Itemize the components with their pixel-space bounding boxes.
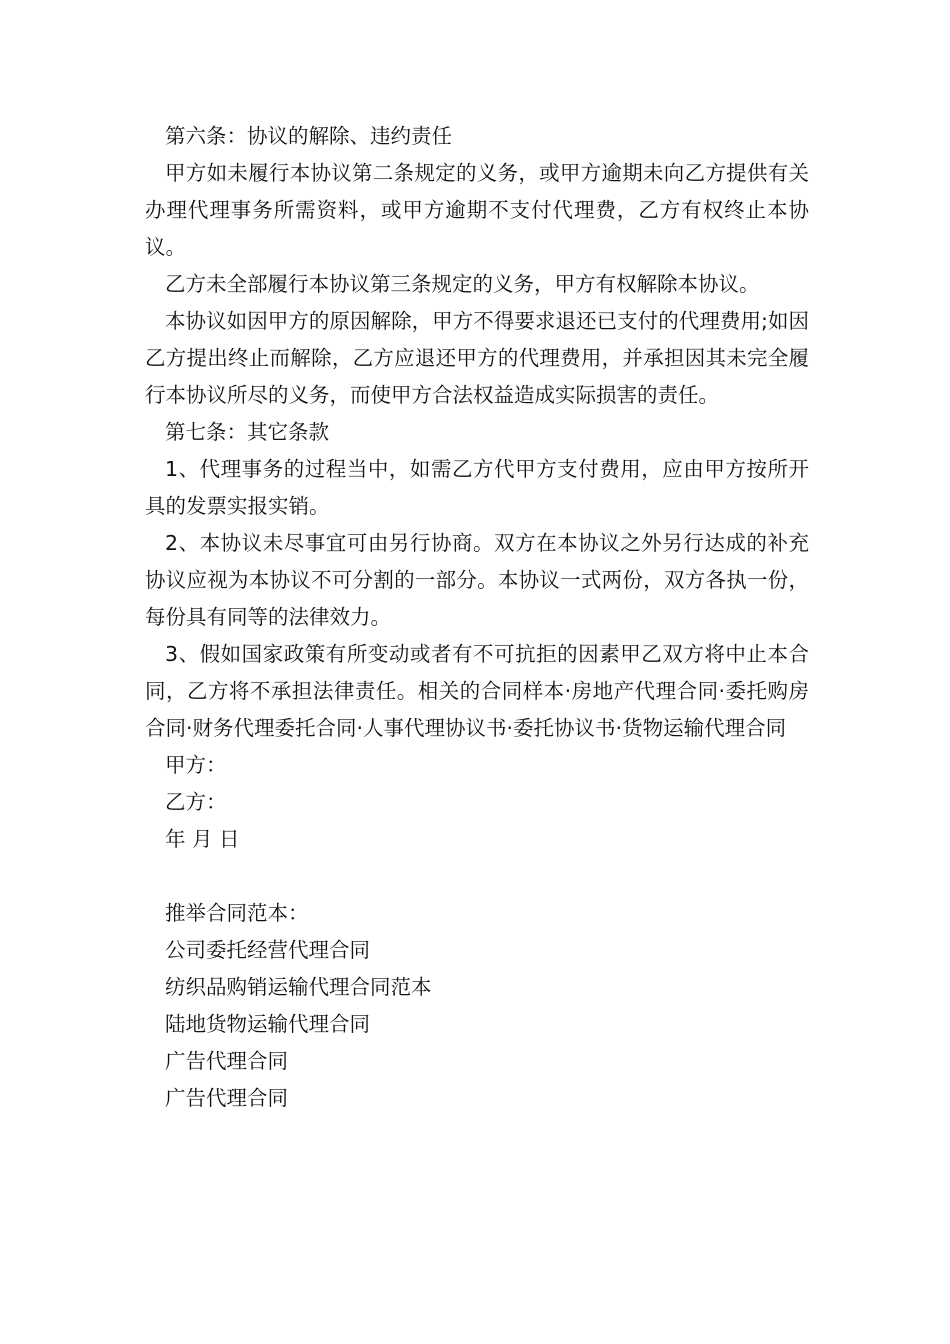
section-heading-article-6: 第六条：协议的解除、违约责任	[165, 124, 452, 148]
paragraph-party-a-default: 甲方如未履行本协议第二条规定的义务，或甲方逾期未向乙方提供有关办理代理事务所需资料，或甲方逾期不支付代理费，乙方有权终止本协议。	[145, 161, 809, 259]
recommended-link-3[interactable]: 陆地货物运输代理合同	[165, 1012, 370, 1036]
clause-item-1: 1、代理事务的过程当中，如需乙方代甲方支付费用，应由甲方按所开具的发票实报实销。	[145, 457, 809, 518]
signature-party-b: 乙方：	[165, 790, 227, 814]
signature-party-a: 甲方：	[165, 753, 227, 777]
paragraph-termination-refund: 本协议如因甲方的原因解除，甲方不得要求退还已支付的代理费用;如因乙方提出终止而解除，乙方应退还甲方的代理费用，并承担因其未完全履行本协议所尽的义务，而使甲方合法权益造成实际损害的责任。	[145, 309, 809, 407]
recommended-link-5[interactable]: 广告代理合同	[165, 1086, 288, 1110]
clause-item-3: 3、假如国家政策有所变动或者有不可抗拒的因素甲乙双方将中止本合同，乙方将不承担法律责任。相关的合同样本·房地产代理合同·委托购房合同·财务代理委托合同·人事代理协议书·委托协议书·货物运输代理合同	[145, 642, 809, 740]
recommended-link-2[interactable]: 纺织品购销运输代理合同范本	[165, 975, 432, 999]
recommended-link-4[interactable]: 广告代理合同	[165, 1049, 288, 1073]
section-heading-article-7: 第七条：其它条款	[165, 420, 329, 444]
document-body	[145, 118, 809, 1117]
recommended-heading: 推举合同范本：	[165, 901, 309, 925]
signature-date: 年 月 日	[165, 827, 240, 851]
blank-line	[145, 858, 809, 895]
clause-item-2: 2、本协议未尽事宜可由另行协商。双方在本协议之外另行达成的补充协议应视为本协议不可分割的一部分。本协议一式两份，双方各执一份，每份具有同等的法律效力。	[145, 531, 809, 629]
recommended-link-1[interactable]: 公司委托经营代理合同	[165, 938, 370, 962]
paragraph-party-b-default: 乙方未全部履行本协议第三条规定的义务，甲方有权解除本协议。	[165, 272, 760, 296]
